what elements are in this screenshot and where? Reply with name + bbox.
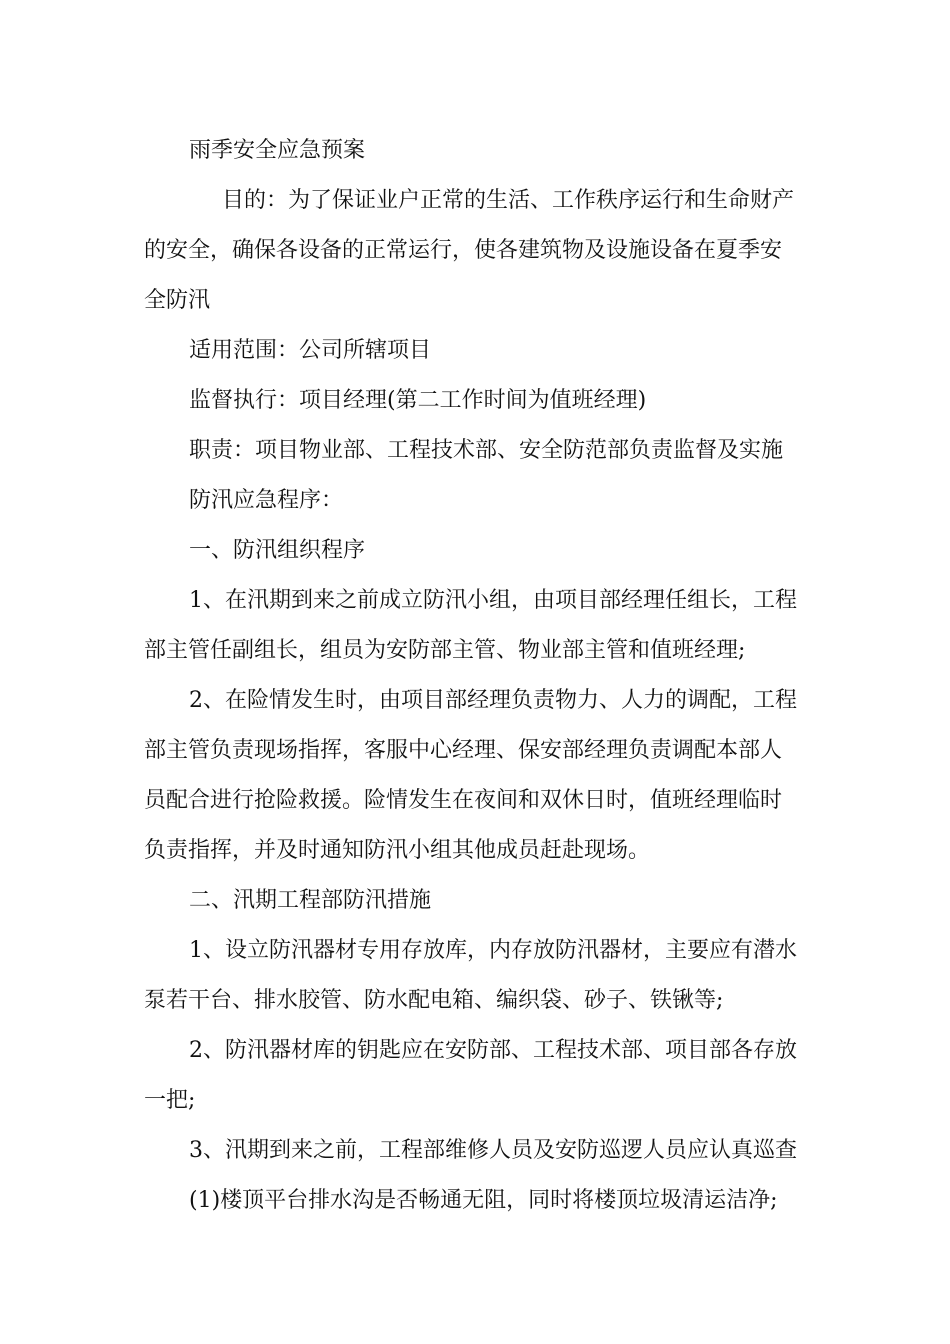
purpose-line-1: 目的：为了保证业户正常的生活、工作秩序运行和生命财产 (222, 188, 795, 213)
section-1-item-2-line-3: 员配合进行抢险救援。险情发生在夜间和双休日时，值班经理临时 (144, 788, 783, 813)
scope-line: 适用范围：公司所辖项目 (189, 338, 432, 363)
purpose-line-3: 全防汛 (144, 288, 211, 313)
section-1-item-2-line-1: 2、在险情发生时，由项目部经理负责物力、人力的调配，工程 (189, 688, 797, 713)
document-title: 雨季安全应急预案 (189, 138, 366, 163)
section-1-item-2-line-4: 负责指挥，并及时通知防汛小组其他成员赶赴现场。 (144, 838, 651, 863)
supervision-line: 监督执行：项目经理(第二工作时间为值班经理) (189, 388, 647, 413)
procedure-heading: 防汛应急程序： (189, 488, 344, 513)
duty-line: 职责：项目物业部、工程技术部、安全防范部负责监督及实施 (189, 438, 784, 463)
section-2-heading: 二、汛期工程部防汛措施 (189, 888, 432, 913)
purpose-line-2: 的安全，确保各设备的正常运行，使各建筑物及设施设备在夏季安 (144, 238, 783, 263)
section-2-item-1-line-1: 1、设立防汛器材专用存放库，内存放防汛器材，主要应有潜水 (189, 938, 797, 963)
section-2-item-1-line-2: 泵若干台、排水胶管、防水配电箱、编织袋、砂子、铁锹等; (144, 988, 724, 1013)
section-1-heading: 一、防汛组织程序 (189, 538, 366, 563)
section-2-item-2-line-1: 2、防汛器材库的钥匙应在安防部、工程技术部、项目部各存放 (189, 1038, 797, 1063)
section-1-item-1-line-1: 1、在汛期到来之前成立防汛小组，由项目部经理任组长，工程 (189, 588, 797, 613)
section-1-item-2-line-2: 部主管负责现场指挥，客服中心经理、保安部经理负责调配本部人 (144, 738, 783, 763)
section-2-item-3-sub-1: (1)楼顶平台排水沟是否畅通无阻，同时将楼顶垃圾清运洁净; (189, 1188, 778, 1213)
section-2-item-2-line-2: 一把; (144, 1088, 196, 1113)
section-2-item-3-line-1: 3、汛期到来之前，工程部维修人员及安防巡逻人员应认真巡查 (189, 1138, 797, 1163)
section-1-item-1-line-2: 部主管任副组长，组员为安防部主管、物业部主管和值班经理; (144, 638, 746, 663)
